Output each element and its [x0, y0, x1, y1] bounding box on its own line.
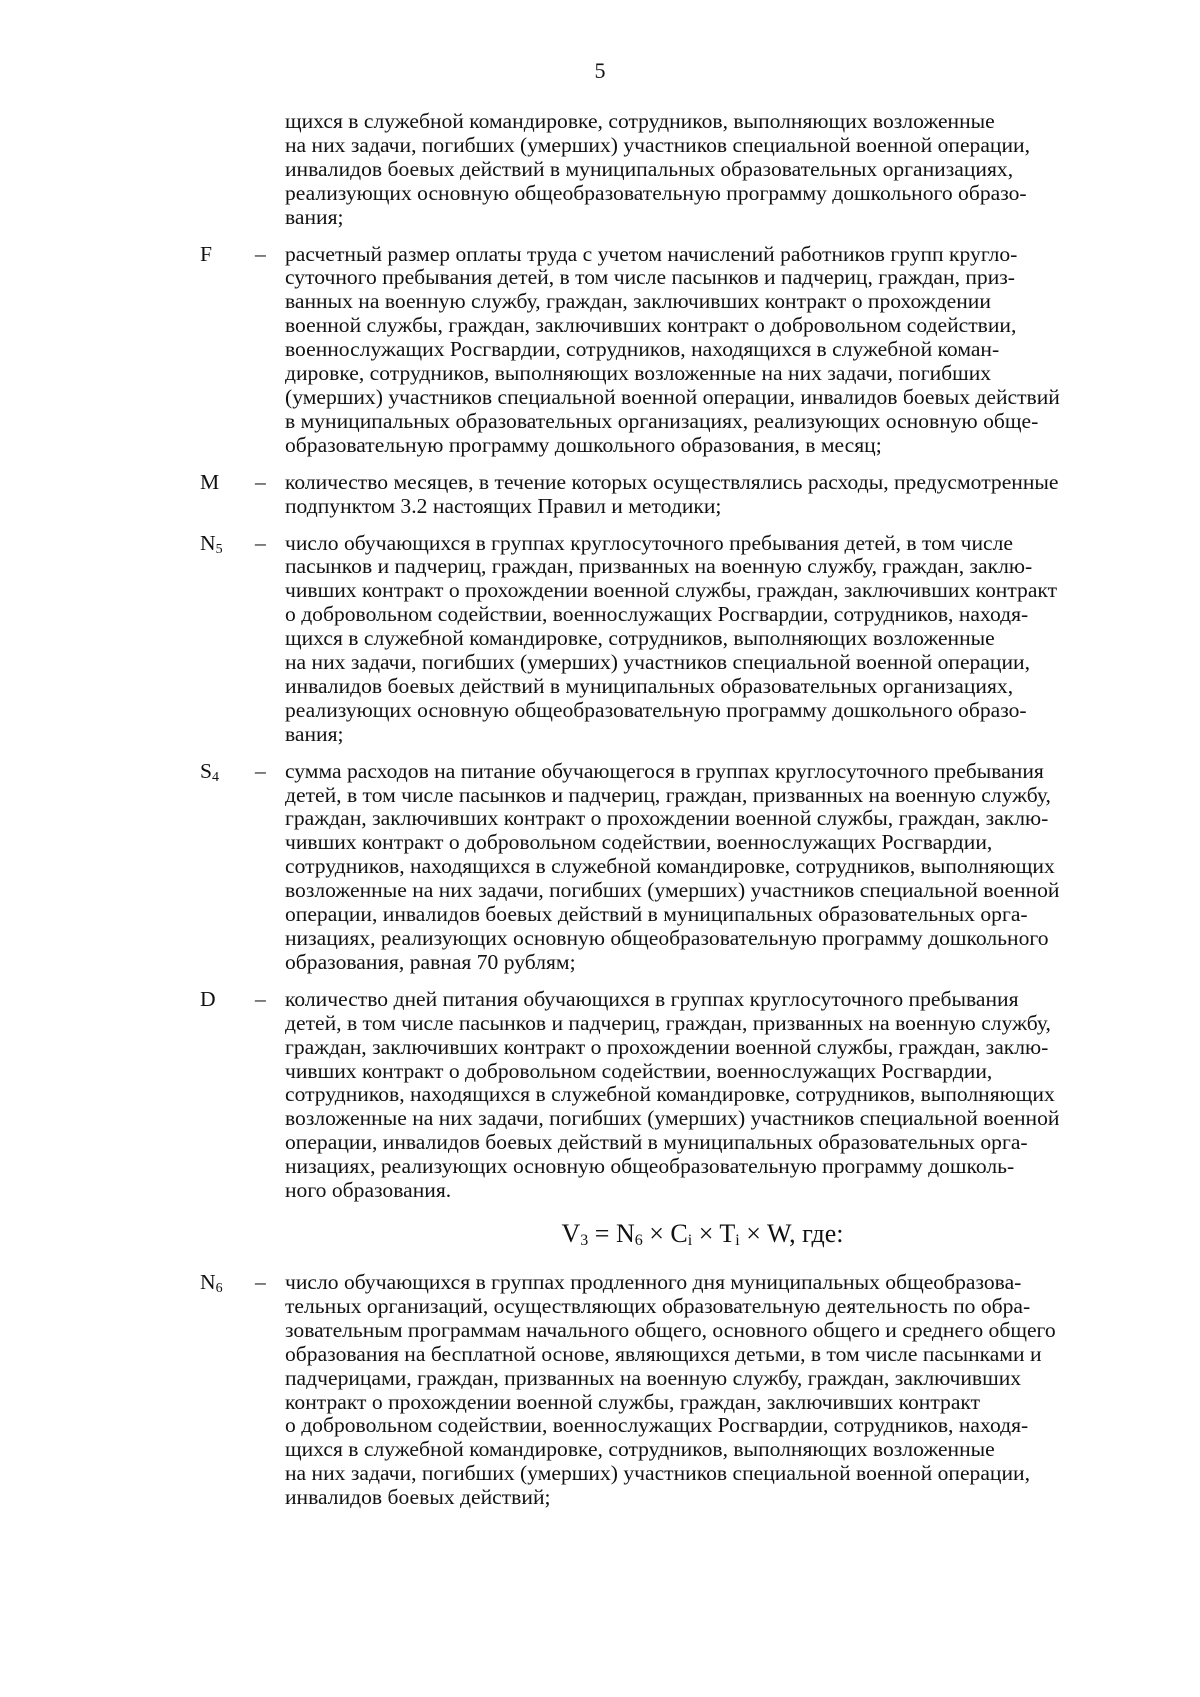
- definition-symbol: [200, 1271, 240, 1295]
- formula-v: V: [561, 1218, 581, 1248]
- symbol-letter: M: [200, 469, 220, 494]
- definition-entry: [200, 243, 1140, 458]
- definition-entry: [200, 471, 1140, 519]
- formula-n-sub: 6: [634, 1231, 643, 1249]
- symbol-subscript: 6: [215, 1280, 223, 1296]
- symbol-letter: N: [200, 1269, 216, 1294]
- page-number: 5: [594, 58, 606, 83]
- intro-paragraph: щихся в служебной командировке, сотрудников, выполняющих возложенные на них задачи, погибших (умерших) участников специальной военной операции, инвалидов боевых действий в муниципальных образовательных организациях, реализующих основную общеобразовательную программу дошкольного образо- вания;: [285, 109, 1030, 229]
- definition-text: количество дней питания обучающихся в группах круглосуточного пребывания детей, в том числе пасынков и падчериц, граждан, призванных на военную службу, граждан, заключивших контракт о прохождении военной службы, граждан, заклю- чивших контракт о добровольном содействии, военнослужащих Росгвардии, сотрудников, находящихся в служебной командировке, сотрудников, выполняющих возложенные на них задачи, погибших (умерших) участников специальной военной операции, инвалидов боевых действий в муниципальных образовательных орга- низациях, реализующих основную общеобразовательную программу дошколь- ного образования.: [285, 986, 1060, 1203]
- definition-entry: [200, 760, 1140, 975]
- symbol-subscript: 4: [212, 769, 220, 785]
- formula-v-sub: 3: [580, 1231, 589, 1249]
- symbol-letter: D: [200, 986, 216, 1011]
- definition-dash: –: [255, 986, 266, 1011]
- symbol-subscript: 5: [215, 541, 223, 557]
- definition-dash: –: [255, 1269, 266, 1294]
- formula-t: T: [719, 1218, 736, 1248]
- definition-text: расчетный размер оплаты труда с учетом начислений работников групп кругло- суточного пребывания детей, в том числе пасынков и падчериц, граждан, приз- ванных на военную службу, граждан, заключивших контракт о прохождении военной службы, граждан, заключивших контракт о добровольном содействии, военнослужащих Росгвардии, сотрудников, находящихся в служебной коман- дировке, сотрудников, выполняющих возложенные на них задачи, погибших (умерших) участников специальной военной операции, инвалидов боевых действий в муниципальных образовательных организациях, реализующих основную обще- образовательную программу дошкольного образования, в месяц;: [285, 241, 1060, 457]
- definition-entry: [200, 988, 1140, 1203]
- formula-c-sub: i: [687, 1231, 693, 1249]
- definition-dash: –: [255, 241, 266, 266]
- symbol-letter: S: [200, 758, 213, 783]
- formula-n: N: [615, 1218, 635, 1248]
- definition-symbol: [200, 243, 240, 267]
- definition-entry-n6: [200, 1271, 1140, 1510]
- definition-text: количество месяцев, в течение которых осуществлялись расходы, предусмотренные подпунктом 3.2 настоящих Правил и методики;: [285, 469, 1059, 518]
- formula-w: W: [766, 1218, 790, 1248]
- formula-equals: =: [588, 1218, 616, 1248]
- formula-t-sub: i: [735, 1231, 740, 1249]
- definition-text: сумма расходов на питание обучающегося в группах круглосуточного пребывания детей, в том числе пасынков и падчериц, граждан, призванных на военную службу, граждан, заключивших контракт о прохождении военной службы, граждан, заклю- чивших контракт о добровольном содействии, военнослужащих Росгвардии, сотрудников, находящихся в служебной командировке, сотрудников, выполняющих возложенные на них задачи, погибших (умерших) участников специальной военной операции, инвалидов боевых действий в муниципальных образовательных орга- низациях, реализующих основную общеобразовательную программу дошкольного образования, равная 70 рублям;: [285, 758, 1060, 974]
- formula: [285, 1217, 1120, 1251]
- definition-symbol: [200, 760, 240, 784]
- definition-list: [200, 243, 1140, 1203]
- symbol-letter: N: [200, 530, 216, 555]
- formula-c: C: [670, 1218, 688, 1248]
- definition-dash: –: [255, 758, 266, 783]
- definition-text: число обучающихся в группах продленного дня муниципальных общеобразова- тельных организаций, осуществляющих образовательную деятельность по обра- зовательным программам начального общего, основного общего и среднего общего образования на бесплатной основе, являющихся детьми, в том числе пасынками и падчерицами, граждан, призванных на военную службу, граждан, заключивших контракт о прохождении военной службы, граждан, заключивших контракт о добровольном содействии, военнослужащих Росгвардии, сотрудников, находя- щихся в служебной командировке, сотрудников, выполняющих возложенные на них задачи, погибших (умерших) участников специальной военной операции, инвалидов боевых действий;: [285, 1269, 1056, 1510]
- formula-times-2: ×: [692, 1218, 720, 1248]
- definition-dash: –: [255, 530, 266, 555]
- formula-tail: , где:: [789, 1218, 844, 1248]
- definition-symbol: [200, 988, 240, 1012]
- definition-dash: –: [255, 469, 266, 494]
- document-body: [200, 110, 1140, 1510]
- symbol-letter: F: [200, 241, 213, 266]
- formula-times-1: ×: [642, 1218, 671, 1248]
- formula-times-3: ×: [739, 1218, 767, 1248]
- definition-symbol: [200, 471, 240, 495]
- definition-text: число обучающихся в группах круглосуточного пребывания детей, в том числе пасынков и падчериц, граждан, призванных на военную службу, граждан, заклю- чивших контракт о прохождении военной службы, граждан, заключивших контракт о добровольном содействии, военнослужащих Росгвардии, сотрудников, находя- щихся в служебной командировке, сотрудников, выполняющих возложенные на них задачи, погибших (умерших) участников специальной военной операции, инвалидов боевых действий в муниципальных образовательных организациях, реализующих основную общеобразовательную программу дошкольного образо- вания;: [285, 530, 1058, 746]
- definition-symbol: [200, 532, 240, 556]
- definition-entry: [200, 532, 1140, 747]
